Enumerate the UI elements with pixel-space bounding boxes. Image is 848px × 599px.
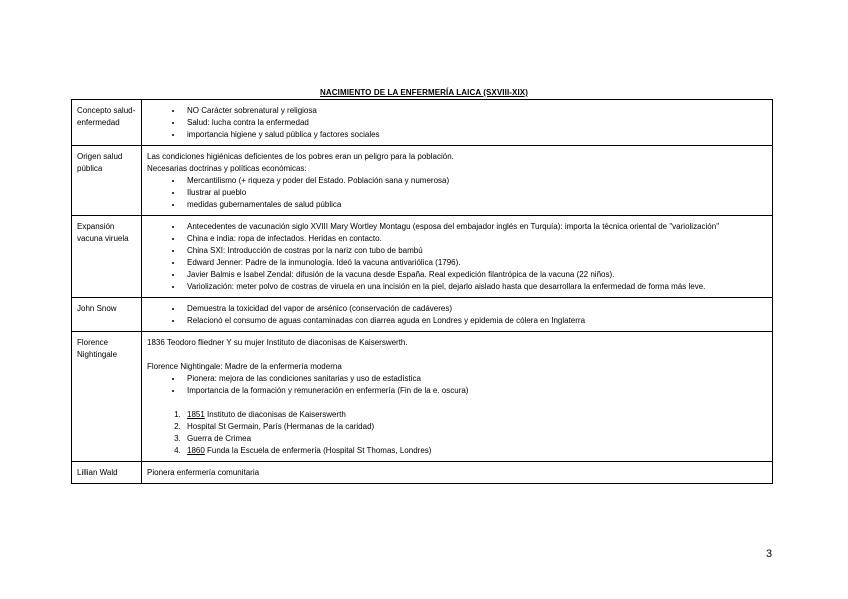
page-number: 3 xyxy=(766,548,773,560)
list-item: • medidas gubernamentales de salud pública xyxy=(183,199,768,211)
list-item-text: Guerra de Crimea xyxy=(187,434,252,443)
row-label: Concepto salud-enfermedad xyxy=(72,100,142,146)
text-line: Necesarias doctrinas y políticas económicas: xyxy=(147,164,307,173)
row-content xyxy=(142,146,773,216)
list-item: • Ilustrar al pueblo xyxy=(183,187,768,199)
year: 1851 xyxy=(187,410,205,419)
text-line: 1836 Teodoro fliedner Y su mujer Instituto de diaconisas de Kaiserswerth. xyxy=(147,338,408,347)
list-item: • importancia higiene y salud pública y factores sociales xyxy=(183,129,768,141)
numbered-list xyxy=(147,409,768,457)
row-label: Florence Nightingale xyxy=(72,332,142,462)
spacer xyxy=(147,349,768,361)
bullet-list xyxy=(147,221,768,293)
list-item: • Pionera: mejora de las condiciones sanitarias y uso de estadística xyxy=(183,373,768,385)
list-item xyxy=(183,445,768,457)
text-line: Las condiciones higiénicas deficientes de los pobres eran un peligro para la población. xyxy=(147,152,454,161)
table-row xyxy=(72,462,773,484)
bullet-list xyxy=(147,373,768,397)
document-title: NACIMIENTO DE LA ENFERMERÍA LAICA (SXVIII-XIX) xyxy=(319,88,528,97)
list-item-text: Instituto de diaconisas de Kaiserswerth xyxy=(204,410,346,419)
list-item-text: Funda la Escuela de enfermería (Hospital St Thomas, Londres) xyxy=(204,446,432,455)
list-item: • Javier Balmis e Isabel Zendal: difusión de la vacuna desde España. Real expedición filantrópica de la vacuna (22 niños). xyxy=(183,269,768,281)
row-label: John Snow xyxy=(72,298,142,332)
bullet-list xyxy=(147,175,768,211)
spacer xyxy=(147,397,768,409)
table-row xyxy=(72,146,773,216)
bullet-list xyxy=(147,105,768,141)
list-item: • Edward Jenner: Padre de la inmunología. Ideó la vacuna antivariólica (1796). xyxy=(183,257,768,269)
list-item-text: Hospital St Germain, París (Hermanas de la caridad) xyxy=(187,422,375,431)
table-row xyxy=(72,216,773,298)
notes-table xyxy=(71,99,773,484)
year: 1860 xyxy=(187,446,205,455)
list-item: • Mercantilismo (+ riqueza y poder del Estado. Población sana y numerosa) xyxy=(183,175,768,187)
list-item: • Salud: lucha contra la enfermedad xyxy=(183,117,768,129)
list-item xyxy=(183,433,768,445)
list-item: • NO Carácter sobrenatural y religiosa xyxy=(183,105,768,117)
list-item: • Importancia de la formación y remuneración en enfermería (Fin de la e. oscura) xyxy=(183,385,768,397)
row-content xyxy=(142,100,773,146)
bullet-list xyxy=(147,303,768,327)
list-item: • Variolización: meter polvo de costras de viruela en una incisión en la piel, dejarlo aislado hasta que desarrollara la enfermedad de forma más leve. xyxy=(183,281,768,293)
table-row xyxy=(72,298,773,332)
row-content xyxy=(142,298,773,332)
list-item: • Demuestra la toxicidad del vapor de arsénico (conservación de cadáveres) xyxy=(183,303,768,315)
row-content xyxy=(142,216,773,298)
row-label: Expansión vacuna viruela xyxy=(72,216,142,298)
row-content: Pionera enfermería comunitaria xyxy=(142,462,773,484)
list-item xyxy=(183,421,768,433)
table-row xyxy=(72,100,773,146)
list-item: • China e india: ropa de infectados. Heridas en contacto. xyxy=(183,233,768,245)
list-item: • China SXI: Introducción de costras por la nariz con tubo de bambú xyxy=(183,245,768,257)
text-line: Florence Nightingale: Madre de la enfermería moderna xyxy=(147,362,342,371)
list-item xyxy=(183,409,768,421)
list-item: • Relacionó el consumo de aguas contaminadas con diarrea aguda en Londres y epidemia de cólera en Inglaterra xyxy=(183,315,768,327)
row-label: Origen salud pública xyxy=(72,146,142,216)
row-label: Lillian Wald xyxy=(72,462,142,484)
list-item: • Antecedentes de vacunación siglo XVIII Mary Wortley Montagu (esposa del embajador inglés en Turquía): importa la técnica oriental de "variolización" xyxy=(183,221,768,233)
row-content xyxy=(142,332,773,462)
table-row xyxy=(72,332,773,462)
